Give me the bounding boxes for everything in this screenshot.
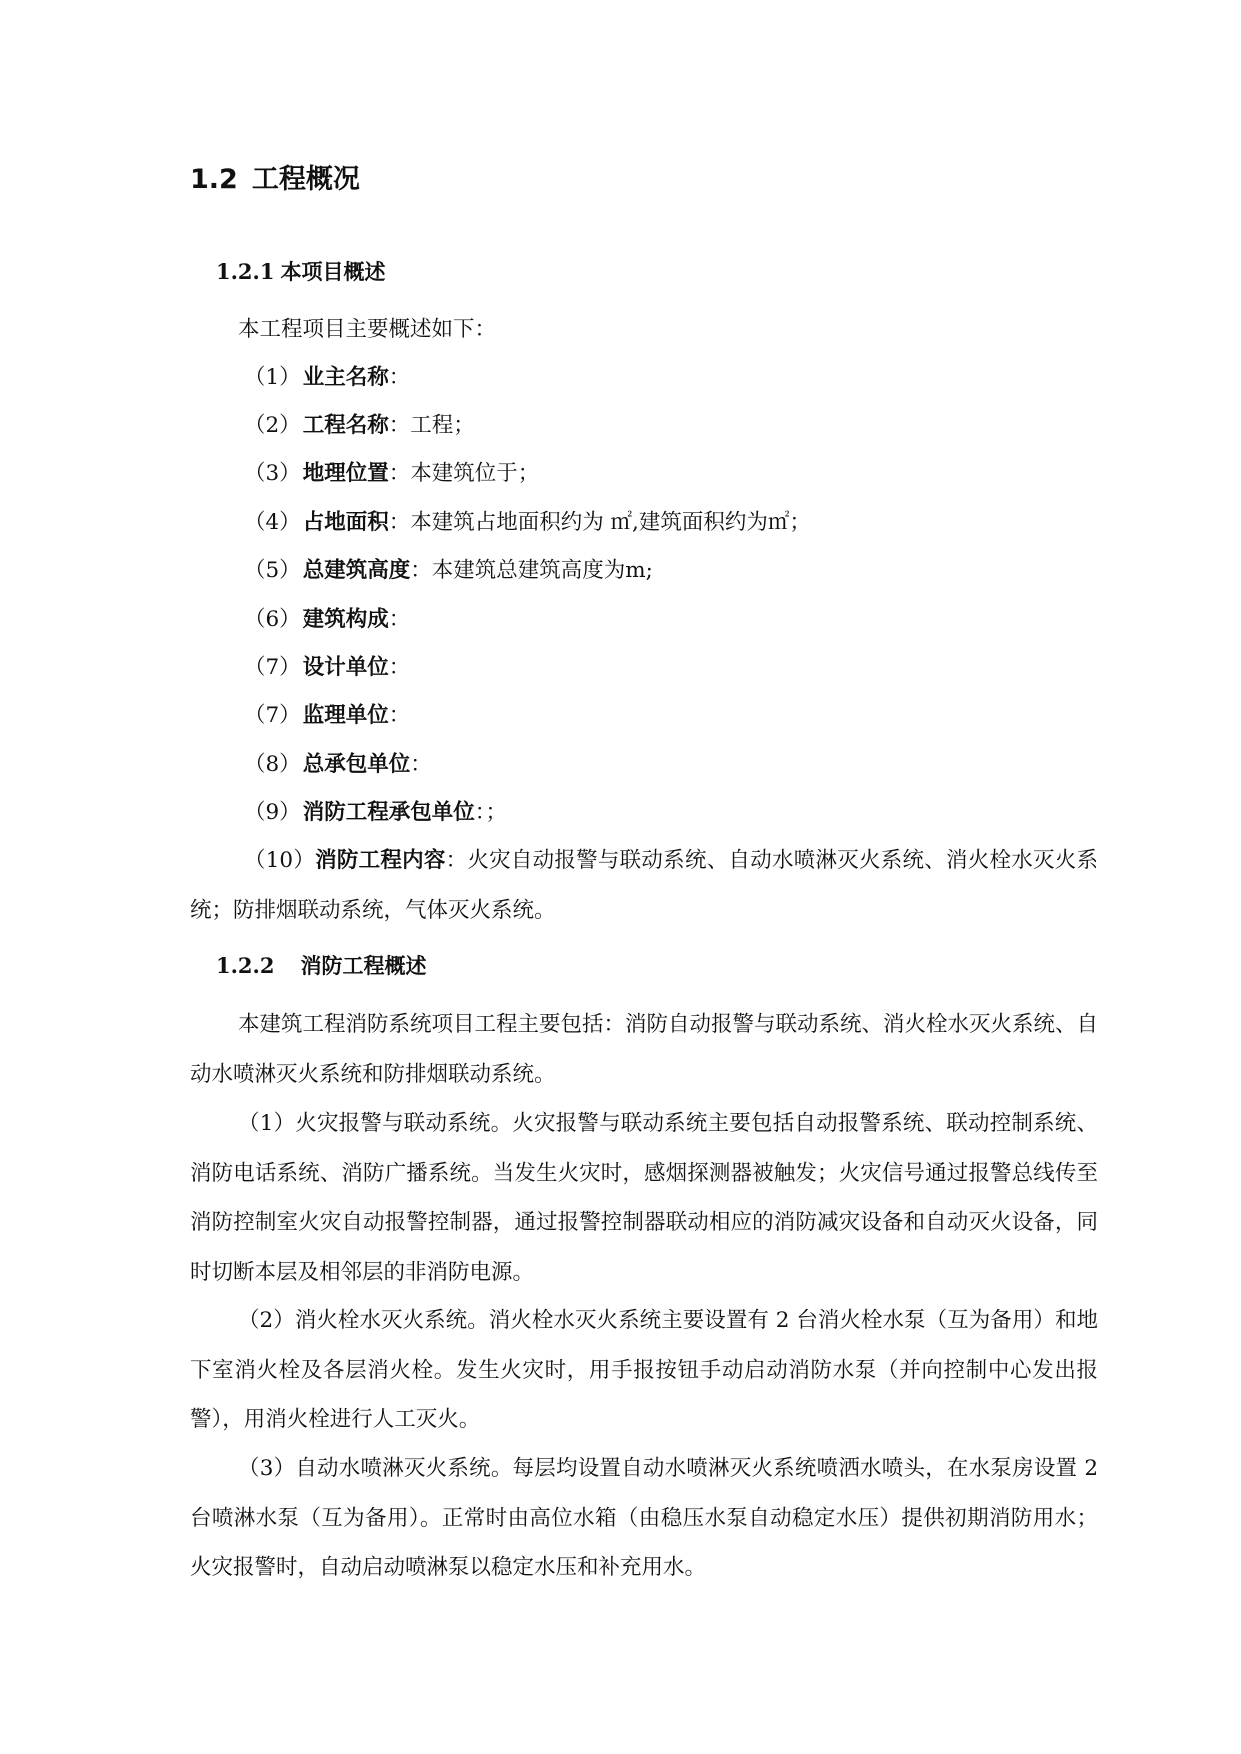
list-item: （8）总承包单位： [244,752,432,777]
subsection-heading-1-2-1 [216,256,385,288]
item-value: ： [410,752,432,777]
item-label: 工程名称 [302,413,389,438]
item-value: ： [388,365,411,390]
subsection-title: 消防工程概述 [300,953,427,978]
list-item: （9）消防工程承包单位：； [244,800,507,825]
item-label: 总建筑高度 [302,558,411,583]
list-item: （7）监理单位： [244,703,411,728]
list-item: （3）地理位置：本建筑位于； [244,461,540,486]
item-value: ：本建筑位于； [388,461,540,486]
list-item: （1）业主名称： [244,365,411,390]
item-value: ：本建筑占地面积约为 ㎡,建筑面积约为㎡； [388,510,811,535]
item-label: 业主名称 [302,365,389,390]
subsection-title: 本项目概述 [280,259,386,284]
item-value: ：火灾自动报警与联动系统、自动水喷淋灭火系统、消火栓水灭火系统；防排烟联动系统，气体灭火系统。 [190,848,1098,923]
list-item: （4）占地面积：本建筑占地面积约为 ㎡,建筑面积约为㎡； [244,510,811,535]
list-item-10: （10）消防工程内容：火灾自动报警与联动系统、自动水喷淋灭火系统、消火栓水灭火系统；防排烟联动系统，气体灭火系统。 [190,848,1098,923]
item-label: 设计单位 [302,655,389,680]
item-value: ：工程； [388,413,475,438]
item-label: 地理位置 [302,461,389,486]
list-item: （7）设计单位： [244,655,411,680]
section-title: 工程概况 [251,164,360,195]
intro-text: 本工程项目主要概述如下： [238,317,497,342]
paragraph-hydrant: （2）消火栓水灭火系统。消火栓水灭火系统主要设置有 2 台消火栓水泵（互为备用）和地下室消火栓及各层消火栓。发生火灾时，用手报按钮手动启动消防水泵（并向控制中心发出报警），用消火栓进行人工灭火。 [190,1308,1098,1432]
list-item: （5）总建筑高度：本建筑总建筑高度为m; [244,558,653,583]
section-number: 1.2 [190,164,238,195]
section-heading [190,160,360,200]
item-value: ：本建筑总建筑高度为m; [410,558,653,583]
item-label: 占地面积 [302,510,389,535]
item-value: ： [388,607,411,632]
item-label: 总承包单位 [302,752,411,777]
subsection-number: 1.2.1 [216,259,275,284]
subsection-number: 1.2.2 [216,953,275,978]
item-value: ： [388,655,411,680]
item-label: 消防工程承包单位 [302,800,475,825]
item-value: ：； [474,800,507,825]
item-value: ： [388,703,411,728]
paragraph-sprinkler: （3）自动水喷淋灭火系统。每层均设置自动水喷淋灭火系统喷洒水喷头，在水泵房设置 2 台喷淋水泵（互为备用）。正常时由高位水箱（由稳压水泵自动稳定水压）提供初期消防用水；火灾报警时，自动启动喷淋泵以稳定水压和补充用水。 [190,1456,1098,1580]
paragraph-fire-alarm: （1）火灾报警与联动系统。火灾报警与联动系统主要包括自动报警系统、联动控制系统、消防电话系统、消防广播系统。当发生火灾时，感烟探测器被触发；火灾信号通过报警总线传至消防控制室火灾自动报警控制器，通过报警控制器联动相应的消防减灾设备和自动灭火设备，同时切断本层及相邻层的非消防电源。 [190,1111,1098,1285]
list-item: （2）工程名称：工程； [244,413,475,438]
item-label: 建筑构成 [302,607,389,632]
list-item: （6）建筑构成： [244,607,411,632]
paragraph-overview: 本建筑工程消防系统项目工程主要包括：消防自动报警与联动系统、消火栓水灭火系统、自动水喷淋灭火系统和防排烟联动系统。 [190,1012,1099,1087]
item-label: 消防工程内容 [315,848,446,873]
subsection-heading-1-2-2 [216,950,426,982]
item-label: 监理单位 [302,703,389,728]
